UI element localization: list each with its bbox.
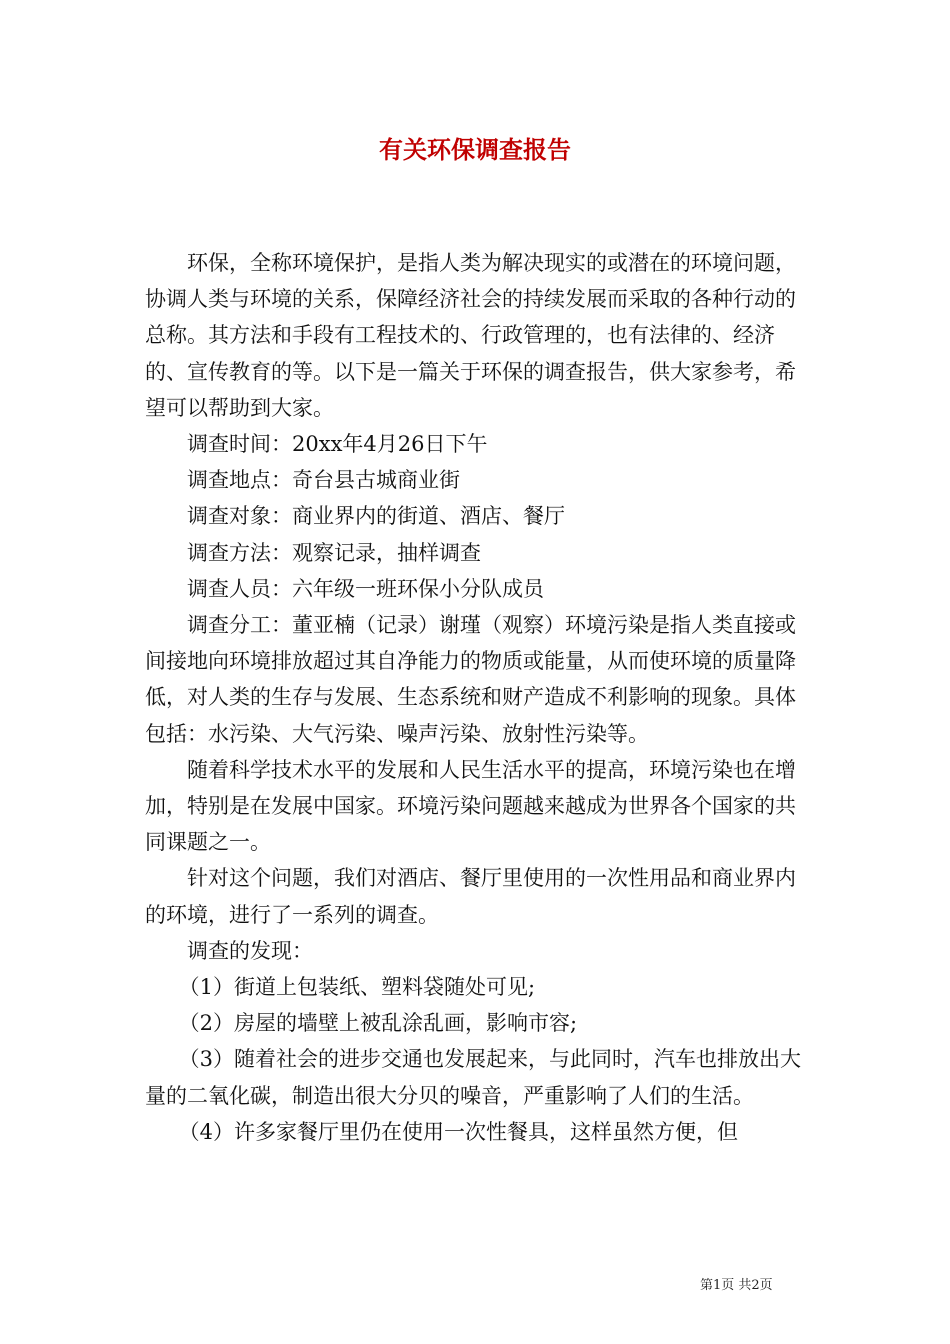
paragraph-survey-target: 调查对象：商业界内的街道、酒店、餐厅	[187, 504, 565, 529]
finding-item-1: （1）街道上包装纸、塑料袋随处可见;	[178, 975, 536, 1000]
finding-item-4: （4）许多家餐厅里仍在使用一次性餐具，这样虽然方便，但	[178, 1119, 738, 1144]
paragraph-survey-location: 调查地点：奇台县古城商业街	[187, 468, 460, 493]
paragraph-intro: 环保，全称环境保护，是指人类为解决现实的或潜在的环境问题，协调人类与环境的关系，保障经济社会的持续发展而采取的各种行动的总称。其方法和手段有工程技术的、行政管理的，也有法律的、经济的、宣传教育的等。以下是一篇关于环保的调查报告，供大家参考，希望可以帮助到大家。	[145, 251, 796, 420]
document-title: 有关环保调查报告	[379, 135, 571, 164]
paragraph-survey-division: 调查分工：董亚楠（记录）谢瑾（观察）环境污染是指人类直接或间接地向环境排放超过其自净能力的物质或能量，从而使环境的质量降低，对人类的生存与发展、生态系统和财产造成不利影响的现象。具体包括：水污染、大气污染、噪声污染、放射性污染等。	[145, 613, 796, 746]
document-body	[145, 245, 805, 1150]
finding-item-2: （2）房屋的墙壁上被乱涂乱画，影响市容;	[178, 1011, 578, 1036]
paragraph-survey-time: 调查时间：20xx年4月26日下午	[187, 432, 488, 457]
paragraph-survey-purpose: 针对这个问题，我们对酒店、餐厅里使用的一次性用品和商业界内的环境，进行了一系列的调查。	[145, 866, 796, 927]
paragraph-findings-heading: 调查的发现：	[187, 938, 313, 963]
finding-item-3: （3）随着社会的进步交通也发展起来，与此同时，汽车也排放出大量的二氧化碳，制造出很大分贝的噪音，严重影响了人们的生活。	[145, 1047, 801, 1108]
paragraph-survey-method: 调查方法：观察记录，抽样调查	[187, 540, 481, 565]
paragraph-pollution-growth: 随着科学技术水平的发展和人民生活水平的提高，环境污染也在增加，特别是在发展中国家。环境污染问题越来越成为世界各个国家的共同课题之一。	[145, 757, 796, 855]
paragraph-survey-members: 调查人员：六年级一班环保小分队成员	[187, 576, 544, 601]
page-number-footer: 第1页 共2页	[700, 1278, 773, 1293]
